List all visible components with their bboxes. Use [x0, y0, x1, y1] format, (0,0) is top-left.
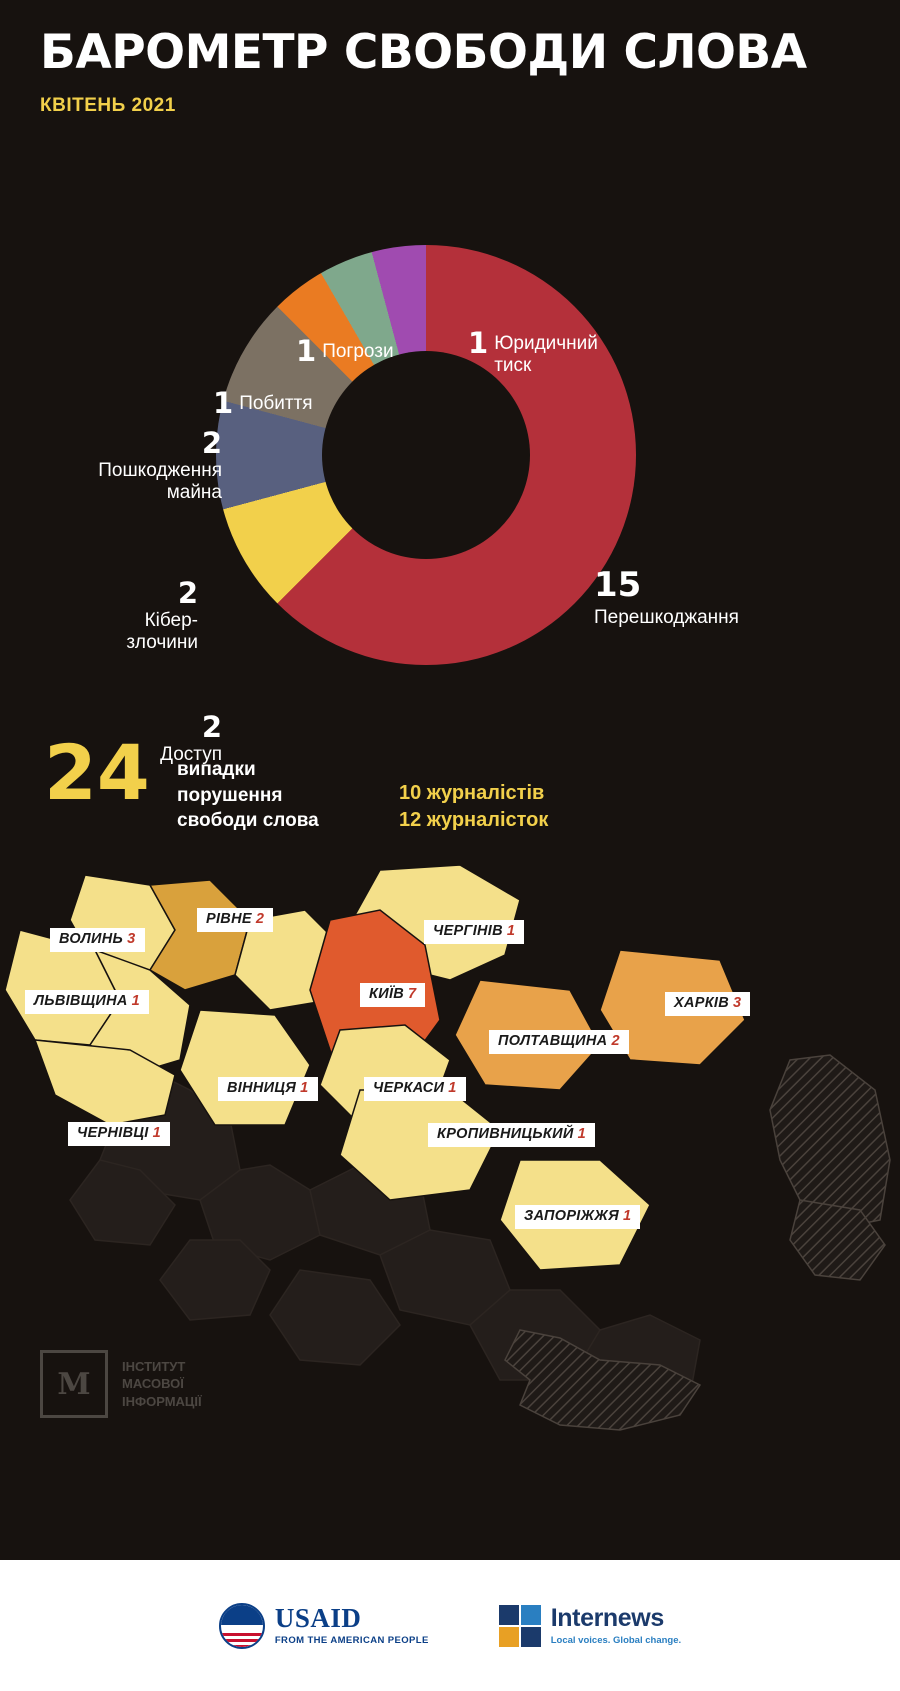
imi-line-3: ІНФОРМАЦІЇ — [122, 1393, 202, 1409]
internews-logo-text — [550, 1603, 682, 1646]
map-tag-zaporizhzhia[interactable] — [515, 1205, 640, 1229]
property-line-2: майна — [166, 481, 222, 503]
total-cases-line-1: випадки — [177, 759, 256, 780]
map-tag-kropyvnytskyi-count: 1 — [577, 1126, 586, 1142]
donut-label-obstruction — [594, 565, 739, 629]
map-tag-kyiv[interactable] — [360, 983, 425, 1007]
journalists-men: 10 журналістів — [399, 782, 545, 804]
map-tag-chernihiv-count: 1 — [506, 923, 516, 939]
header — [40, 25, 860, 117]
map-tag-volyn-name: ВОЛИНЬ — [59, 931, 124, 947]
map-tag-lvivshchyna[interactable] — [25, 990, 149, 1014]
map-tag-poltavshchyna[interactable] — [489, 1030, 629, 1054]
map-tag-kharkiv[interactable] — [665, 992, 750, 1016]
map-tag-kharkiv-count: 3 — [733, 995, 742, 1011]
map-tag-rivne-count: 2 — [255, 911, 265, 927]
total-cases-label — [177, 757, 319, 834]
map-tag-poltavshchyna-count: 2 — [611, 1033, 620, 1049]
legal-line-2: тиск — [494, 354, 532, 376]
imi-logo-icon: M — [40, 1350, 108, 1418]
total-cases-number: 24 — [44, 728, 150, 817]
donut-label-threats — [296, 336, 394, 366]
journalists-women: 12 журналісток — [399, 809, 549, 831]
internews-logo — [499, 1605, 681, 1647]
total-cases-line-2: порушення — [177, 784, 283, 806]
donut-value-access: 2 — [201, 710, 222, 744]
usaid-name: USAID — [274, 1603, 362, 1634]
map-tag-chernihiv[interactable] — [424, 920, 524, 944]
map-tag-zaporizhzhia-count: 1 — [623, 1208, 632, 1224]
map-tag-chernivtsi-name: ЧЕРНІВЦІ — [77, 1125, 149, 1141]
map-tag-kyiv-name: КИЇВ — [369, 986, 405, 1002]
legal-line-1: Юридичний — [494, 333, 598, 354]
map-tag-chernihiv-name: ЧЕРГІНІВ — [433, 923, 503, 939]
donut-value-threats: 1 — [296, 334, 317, 368]
page-title: БАРОМЕТР СВОБОДИ СЛОВА — [40, 25, 807, 80]
donut-chart — [0, 160, 900, 765]
property-line-1: Пошкодження — [98, 459, 222, 481]
map-tag-vinnytsia-name: ВІННИЦЯ — [227, 1080, 297, 1096]
map-tag-lvivshchyna-name: ЛЬВІВЩИНА — [34, 993, 128, 1009]
internews-tagline: Local voices. Global change. — [550, 1634, 682, 1646]
donut-label-property-damage — [22, 428, 222, 504]
donut-center-hole — [322, 351, 530, 559]
summary-stats — [44, 728, 864, 845]
map-tag-volyn-count: 3 — [127, 931, 136, 947]
internews-name: Internews — [550, 1603, 664, 1632]
internews-mark-icon — [499, 1605, 541, 1647]
imi-logo-text — [122, 1358, 202, 1411]
donut-value-property-damage: 2 — [201, 426, 222, 460]
donut-label-legal-pressure — [468, 328, 648, 377]
usaid-seal-icon — [219, 1603, 265, 1649]
map-tag-chernivtsi[interactable] — [68, 1122, 170, 1146]
gender-breakdown — [399, 780, 548, 834]
donut-value-legal-pressure: 1 — [468, 326, 489, 360]
donut-name-threats: Погрози — [322, 341, 394, 362]
donut-name-legal-pressure — [494, 333, 598, 377]
map-tag-poltavshchyna-name: ПОЛТАВЩИНА — [498, 1033, 608, 1049]
map-tag-kharkiv-name: ХАРКІВ — [674, 995, 730, 1011]
map-tag-zaporizhzhia-name: ЗАПОРІЖЖЯ — [524, 1208, 619, 1224]
map-tag-rivne[interactable] — [197, 908, 273, 932]
map-tag-chernivtsi-count: 1 — [152, 1125, 161, 1141]
imi-line-2: МАСОВОЇ — [122, 1376, 184, 1392]
donut-name-beating: Побиття — [239, 393, 313, 414]
map-tag-kyiv-count: 7 — [408, 986, 417, 1002]
footer — [0, 1560, 900, 1691]
usaid-tagline: FROM THE AMERICAN PEOPLE — [274, 1635, 429, 1647]
donut-value-cybercrime: 2 — [177, 576, 198, 610]
map-tag-cherkasy-count: 1 — [448, 1080, 457, 1096]
map-tag-kropyvnytskyi-name: КРОПИВНИЦЬКИЙ — [437, 1126, 574, 1142]
map-tag-volyn[interactable] — [50, 928, 145, 952]
map-tag-vinnytsia[interactable] — [218, 1077, 318, 1101]
map-tag-lvivshchyna-count: 1 — [131, 993, 140, 1009]
usaid-logo — [219, 1603, 429, 1649]
donut-value-obstruction: 15 — [594, 565, 642, 605]
imi-logo — [40, 1350, 202, 1418]
page-subtitle: КВІТЕНЬ 2021 — [40, 95, 176, 117]
map-tag-rivne-name: РІВНЕ — [206, 911, 252, 927]
donut-name-property-damage — [22, 460, 222, 504]
map-tag-vinnytsia-count: 1 — [300, 1080, 309, 1096]
usaid-logo-text — [275, 1605, 429, 1646]
map-tag-cherkasy-name: ЧЕРКАСИ — [373, 1080, 445, 1096]
map-tag-cherkasy[interactable] — [364, 1077, 466, 1101]
donut-label-cybercrime — [38, 578, 198, 654]
cyber-line-1: Кібер- — [144, 609, 198, 631]
occupied-east-region — [770, 1055, 890, 1230]
map-tag-kropyvnytskyi[interactable] — [428, 1123, 595, 1147]
total-cases-line-3: свободи слова — [177, 810, 319, 832]
donut-value-beating: 1 — [213, 386, 234, 420]
donut-name-cybercrime — [38, 610, 198, 654]
imi-line-1: ІНСТИТУТ — [122, 1358, 186, 1374]
cyber-line-2: злочини — [126, 631, 198, 653]
donut-name-obstruction: Перешкоджання — [594, 607, 739, 628]
donut-label-beating — [213, 388, 313, 418]
donut-name-access: Доступ — [160, 743, 222, 765]
